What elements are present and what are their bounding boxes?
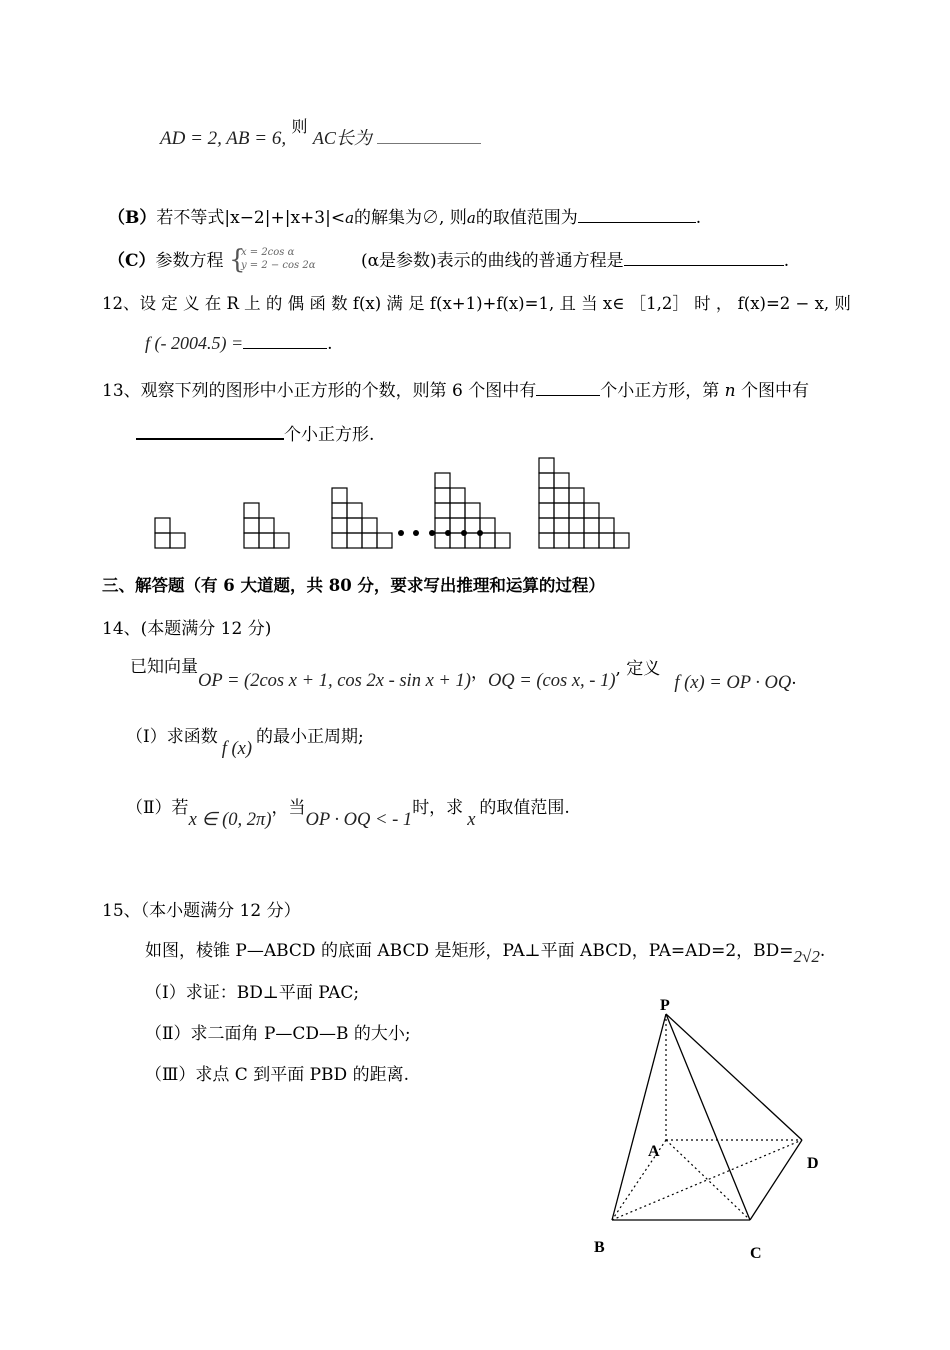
- staircase-figure-2: [244, 503, 289, 548]
- small-square: [170, 533, 185, 548]
- q11a-ze: 则: [291, 117, 308, 136]
- small-square: [332, 503, 347, 518]
- q11a-math: AD = 2, AB = 6,: [160, 128, 287, 149]
- small-square: [554, 533, 569, 548]
- q11c-text1: 参数方程: [155, 251, 224, 271]
- q11b-blank: [578, 208, 696, 223]
- q11c-label: （C）: [108, 251, 156, 271]
- q13-n: n: [724, 381, 736, 401]
- edge-CD: [750, 1140, 802, 1220]
- q15-part1: （Ⅰ）求证：BD⊥平面 PAC;: [145, 983, 360, 1003]
- q15-part2: （Ⅱ）求二面角 P—CD—B 的大小;: [145, 1024, 411, 1044]
- q15-part3: （Ⅲ）求点 C 到平面 PBD 的距离.: [145, 1065, 409, 1085]
- small-square: [584, 533, 599, 548]
- q14-part2: [126, 793, 570, 830]
- small-square: [259, 533, 274, 548]
- diag-AC: [666, 1140, 750, 1220]
- q15-bd: 2√2: [793, 947, 820, 966]
- small-square: [259, 518, 274, 533]
- q12-line1: [102, 290, 851, 314]
- small-square: [539, 458, 554, 473]
- small-square: [435, 503, 450, 518]
- small-square: [554, 473, 569, 488]
- small-square: [332, 533, 347, 548]
- q14-p2-b: ，当: [271, 798, 306, 818]
- small-square: [347, 503, 362, 518]
- small-square: [569, 533, 584, 548]
- small-square: [480, 518, 495, 533]
- q12-math: f (- 2004.5) =: [145, 333, 244, 353]
- small-square: [599, 533, 614, 548]
- q12-num: 12、: [102, 294, 140, 313]
- q11c-sys2: y = 2 − cos 2α: [240, 259, 316, 271]
- q14-comma: ，: [470, 663, 488, 683]
- small-square: [362, 518, 377, 533]
- label-B: B: [594, 1239, 605, 1256]
- small-square: [539, 473, 554, 488]
- edge-PC: [666, 1014, 750, 1220]
- q13-text-c: 个图中有: [741, 381, 810, 401]
- q11b-line: [108, 203, 701, 228]
- q14-p1-tail: 的最小正周期;: [256, 727, 364, 747]
- q11b-label: （B）: [108, 208, 157, 228]
- q11b-end: .: [695, 208, 702, 228]
- small-square: [480, 533, 495, 548]
- small-square: [569, 488, 584, 503]
- small-square: [155, 518, 170, 533]
- small-square: [539, 518, 554, 533]
- staircase-figure-5: [539, 458, 629, 548]
- small-square: [362, 533, 377, 548]
- small-square: [599, 518, 614, 533]
- small-square: [584, 518, 599, 533]
- q13-blank2: [136, 424, 284, 440]
- q12-text: 设 定 义 在 R 上 的 偶 函 数 f(x) 满 足 f(x+1)+f(x)=1, 且 当 x∈ ［1,2］ 时 ， f(x)=2 − x, 则: [139, 294, 851, 313]
- q11c-sys1: x = 2cos α: [240, 246, 295, 258]
- q11b-text3: 的取值范围为: [475, 208, 578, 228]
- q11b-text1: 若不等式|x−2|+|x+3|<: [156, 208, 346, 228]
- staircase-figure-4: [435, 473, 510, 548]
- q14-fx: f (x) = OP · OQ: [674, 673, 792, 693]
- small-square: [569, 518, 584, 533]
- small-square: [274, 533, 289, 548]
- small-square: [554, 518, 569, 533]
- small-square: [435, 488, 450, 503]
- q14-intro: 已知向量: [130, 657, 198, 677]
- q12-end: .: [327, 334, 333, 354]
- q13-text-a: 观察下列的图形中小正方形的个数，则第 6 个图中有: [140, 381, 537, 401]
- edge-PD: [666, 1014, 802, 1140]
- small-square: [495, 533, 510, 548]
- q11b-text2: 的解集为∅, 则: [354, 208, 467, 228]
- q14-p2-x: x: [467, 810, 476, 830]
- diag-BD: [612, 1140, 802, 1220]
- q14-given: [130, 658, 797, 692]
- small-square: [377, 533, 392, 548]
- staircase-figure-3: [332, 488, 392, 548]
- q14-p1-fx: f (x): [221, 739, 253, 759]
- small-square: [155, 533, 170, 548]
- q11c-system: { x = 2cos α y = 2 − cos 2α: [228, 244, 316, 275]
- q11c-text2: (α是参数)表示的曲线的普通方程是: [360, 251, 624, 271]
- q12-line2: [145, 333, 333, 354]
- section3-title: 三、解答题（有 6 大道题，共 80 分，要求写出推理和运算的过程）: [102, 576, 605, 595]
- small-square: [332, 488, 347, 503]
- q11a-tail: AC长为: [312, 128, 372, 148]
- label-P: P: [660, 997, 670, 1014]
- small-square: [554, 488, 569, 503]
- q12-blank: [243, 334, 327, 349]
- small-square: [584, 503, 599, 518]
- small-square: [244, 518, 259, 533]
- q11c-end: .: [783, 251, 790, 271]
- small-square: [569, 503, 584, 518]
- q14-p2-cond: OP · OQ < - 1: [305, 810, 413, 830]
- pyramid-figure: [580, 990, 840, 1270]
- label-C: C: [750, 1245, 762, 1262]
- q13-num: 13、: [102, 381, 141, 401]
- q15-intro-line: [145, 936, 826, 966]
- q13-line1: [102, 376, 809, 401]
- edge-PB: [612, 1014, 666, 1220]
- q14-header: 14、(本题满分 12 分): [102, 619, 272, 639]
- q14-op: OP = (2cos x + 1, cos 2x - sin x + 1): [198, 671, 471, 691]
- q14-part1: [126, 722, 364, 759]
- q14-p2-label: （Ⅱ）若: [126, 798, 189, 818]
- q14-p2-range: x ∈ (0, 2π): [188, 810, 272, 830]
- small-square: [435, 473, 450, 488]
- q14-p1-label: （Ⅰ）求函数: [126, 727, 218, 747]
- q13-text-b: 个小正方形，第: [600, 381, 720, 401]
- small-square: [554, 503, 569, 518]
- small-square: [244, 533, 259, 548]
- q11c-blank: [624, 251, 784, 266]
- q13-text-2: 个小正方形.: [284, 425, 375, 445]
- q11a-blank: [377, 129, 481, 144]
- q11b-a: a: [345, 209, 355, 227]
- q13-line2: [136, 420, 374, 445]
- q13-blank1: [536, 381, 600, 396]
- small-square: [465, 518, 480, 533]
- label-D: D: [807, 1155, 819, 1172]
- small-square: [465, 503, 480, 518]
- label-A: A: [648, 1143, 660, 1160]
- small-square: [347, 518, 362, 533]
- q14-dot: .: [791, 669, 797, 689]
- small-square: [244, 503, 259, 518]
- q15-header: 15、（本小题满分 12 分）: [102, 901, 301, 921]
- q11b-a2: a: [466, 209, 476, 227]
- small-square: [539, 488, 554, 503]
- q15-bd-end: .: [819, 941, 826, 961]
- small-square: [450, 503, 465, 518]
- q14-def: , 定义: [615, 659, 661, 679]
- q15-intro: 如图，棱锥 P—ABCD 的底面 ABCD 是矩形，PA⊥平面 ABCD，PA=AD=2，BD=: [145, 941, 794, 961]
- small-square: [347, 533, 362, 548]
- q11c-line: [108, 246, 789, 273]
- small-square: [465, 533, 480, 548]
- q11a-line: [160, 117, 481, 150]
- q14-oq: OQ = (cos x, - 1): [487, 671, 616, 691]
- q14-p2-c: 时，求: [412, 798, 464, 818]
- staircase-figures: [0, 455, 950, 555]
- small-square: [614, 533, 629, 548]
- small-square: [539, 503, 554, 518]
- staircase-figure-1: [155, 518, 185, 548]
- small-square: [450, 488, 465, 503]
- q14-p2-tail: 的取值范围.: [479, 798, 570, 818]
- small-square: [539, 533, 554, 548]
- small-square: [332, 518, 347, 533]
